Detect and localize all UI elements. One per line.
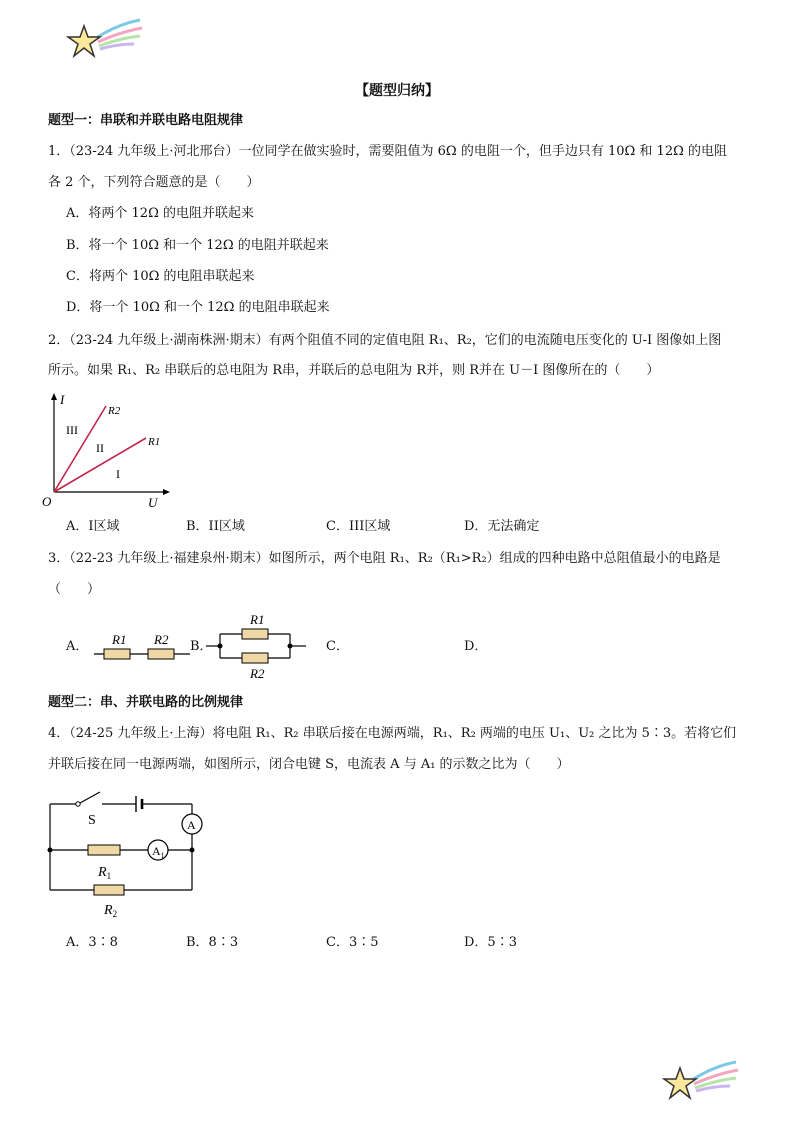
switch-label: S	[88, 813, 96, 828]
q1-option-c[interactable]: C．将两个 10Ω 的电阻串联起来	[66, 269, 255, 284]
section-title-1: 题型一：串联和并联电路电阻规律	[48, 113, 244, 128]
graph-x-axis-label: U	[148, 495, 158, 510]
q3-stem-line2: （ ）	[48, 582, 101, 597]
q1-option-b[interactable]: B．将一个 10Ω 和一个 12Ω 的电阻并联起来	[66, 238, 329, 253]
q4-stem-line1: 4．（24-25 九年级上·上海）将电阻 R₁、R₂ 串联后接在电源两端，R₁、R₂ 两端的电压 U₁、U₂ 之比为 5∶3。若将它们	[48, 726, 737, 741]
q2-option-a[interactable]: A．I区域	[66, 519, 120, 534]
graph-y-axis-label: I	[60, 392, 65, 407]
shooting-star-icon	[662, 1058, 742, 1102]
page-heading: 【题型归纳】	[355, 83, 439, 99]
ammeter-a-label: A	[187, 818, 196, 832]
q2-stem-line1: 2．（23-24 九年级上·湖南株洲·期末）有两个阻值不同的定值电阻 R₁、R₂，它们的电流随电压变化的 U-I 图像如上图	[48, 333, 722, 348]
graph-region-2: II	[96, 441, 104, 455]
section-title-2: 题型二：串、并联电路的比例规律	[48, 695, 244, 710]
q4-circuit-diagram	[40, 786, 220, 922]
graph-origin-label: O	[42, 494, 52, 509]
q4-option-a[interactable]: A．3∶8	[66, 935, 118, 950]
series-r1-label: R1	[112, 632, 127, 647]
parallel-r1-label: R1	[250, 612, 265, 627]
q1-stem-line1: 1．（23-24 九年级上·河北邢台）一位同学在做实验时，需要阻值为 6Ω 的电阻一个，但手边只有 10Ω 和 12Ω 的电阻	[48, 144, 727, 159]
ammeter-a1-label: $A_1$	[152, 844, 165, 860]
q3-option-b[interactable]: B．	[190, 639, 213, 654]
q4-r1-label: $R_1$	[98, 865, 112, 881]
parallel-circuit-diagram	[204, 606, 314, 682]
q1-option-a[interactable]: A．将两个 12Ω 的电阻并联起来	[66, 206, 254, 221]
q4-option-d[interactable]: D．5∶3	[464, 935, 517, 950]
graph-line-label-r2: R2	[108, 405, 121, 417]
q4-r2-label: $R_2$	[104, 903, 118, 919]
graph-line-label-r1: R1	[148, 436, 161, 448]
q3-option-a[interactable]: A．	[66, 639, 89, 654]
shooting-star-icon	[66, 16, 146, 60]
q3-option-d[interactable]: D．	[464, 639, 488, 654]
q2-option-d[interactable]: D．无法确定	[464, 519, 540, 534]
q2-option-c[interactable]: C．III区域	[326, 519, 391, 534]
q2-stem-line2: 所示。如果 R₁、R₂ 串联后的总电阻为 R串，并联后的总电阻为 R并，则 R并在 U－I 图像所在的（ ）	[48, 363, 660, 378]
graph-region-1: I	[116, 467, 120, 481]
parallel-r2-label: R2	[250, 666, 265, 681]
q2-option-b[interactable]: B．II区域	[186, 519, 245, 534]
q1-option-d[interactable]: D．将一个 10Ω 和一个 12Ω 的电阻串联起来	[66, 300, 330, 315]
q3-option-c[interactable]: C．	[326, 639, 349, 654]
series-circuit-diagram	[92, 626, 192, 666]
q1-stem-line2: 各 2 个，下列符合题意的是（ ）	[48, 175, 260, 190]
graph-region-3: III	[66, 423, 78, 437]
q4-option-b[interactable]: B．8∶3	[186, 935, 239, 950]
q4-stem-line2: 并联后接在同一电源两端，如图所示，闭合电键 S，电流表 A 与 A₁ 的示数之比为（ ）	[48, 757, 570, 772]
q3-stem-line1: 3．（22-23 九年级上·福建泉州·期末）如图所示，两个电阻 R₁、R₂（R₁>R₂）组成的四种电路中总阻值最小的电路是	[48, 551, 721, 566]
q4-option-c[interactable]: C．3∶5	[326, 935, 379, 950]
series-r2-label: R2	[154, 632, 169, 647]
ui-graph	[40, 388, 180, 512]
